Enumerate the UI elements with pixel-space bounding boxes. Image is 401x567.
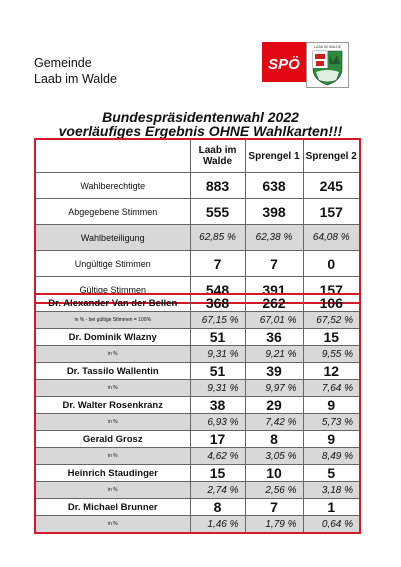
candidate-votes-cell: 51 bbox=[190, 329, 245, 346]
summary-row-wahlbeteiligung bbox=[35, 225, 360, 251]
summary-row-ungueltige bbox=[35, 251, 360, 277]
candidate-name: Dr. Dominik Wlazny bbox=[35, 329, 190, 346]
candidate-votes-cell: 9 bbox=[303, 397, 360, 414]
candidate-votes-cell: 17 bbox=[190, 431, 245, 448]
candidate-votes-row bbox=[35, 363, 360, 380]
candidate-percent-row bbox=[35, 312, 360, 329]
row-label: Gültige Stimmen bbox=[35, 277, 190, 304]
candidate-percent-cell: 3,05 % bbox=[245, 448, 303, 465]
candidate-votes-cell: 262 bbox=[245, 294, 303, 312]
candidate-votes-cell: 5 bbox=[303, 465, 360, 482]
value-cell: 62,38 % bbox=[245, 225, 303, 251]
candidate-votes-row bbox=[35, 431, 360, 448]
column-header-sprengel1: Sprengel 1 bbox=[245, 139, 303, 173]
candidate-percent-row bbox=[35, 482, 360, 499]
candidate-percent-cell: 0,64 % bbox=[303, 516, 360, 534]
candidate-percent-cell: 9,21 % bbox=[245, 346, 303, 363]
candidate-votes-cell: 12 bbox=[303, 363, 360, 380]
candidate-name: Heinrich Staudinger bbox=[35, 465, 190, 482]
municipality-line1: Gemeinde bbox=[34, 56, 92, 70]
summary-row-wahlberechtigte bbox=[35, 173, 360, 199]
candidate-votes-cell: 39 bbox=[245, 363, 303, 380]
spoe-logo-text: SPÖ bbox=[268, 56, 300, 73]
candidate-votes-row bbox=[35, 499, 360, 516]
summary-table bbox=[34, 138, 361, 304]
candidate-percent-cell: 9,31 % bbox=[190, 346, 245, 363]
candidate-percent-row bbox=[35, 516, 360, 534]
candidate-votes-row bbox=[35, 397, 360, 414]
value-cell: 64,08 % bbox=[303, 225, 360, 251]
candidate-percent-cell: 9,97 % bbox=[245, 380, 303, 397]
value-cell: 245 bbox=[303, 173, 360, 199]
candidate-votes-cell: 29 bbox=[245, 397, 303, 414]
candidate-name: Dr. Walter Rosenkranz bbox=[35, 397, 190, 414]
spoe-logo bbox=[262, 42, 306, 82]
value-cell: 391 bbox=[245, 277, 303, 304]
candidate-percent-cell: 4,62 % bbox=[190, 448, 245, 465]
candidate-percent-cell: 67,01 % bbox=[245, 312, 303, 329]
candidate-percent-cell: 9,55 % bbox=[303, 346, 360, 363]
candidate-votes-row bbox=[35, 329, 360, 346]
candidate-percent-cell: 3,18 % bbox=[303, 482, 360, 499]
value-cell: 7 bbox=[190, 251, 245, 277]
candidate-percent-cell: 9,31 % bbox=[190, 380, 245, 397]
candidate-name: Dr. Michael Brunner bbox=[35, 499, 190, 516]
candidate-name: Dr. Tassilo Wallentin bbox=[35, 363, 190, 380]
candidate-percent-cell: 7,42 % bbox=[245, 414, 303, 431]
candidate-percent-cell: 8,49 % bbox=[303, 448, 360, 465]
percent-label: in % bbox=[35, 380, 190, 397]
candidate-votes-cell: 9 bbox=[303, 431, 360, 448]
percent-label: in % bbox=[35, 414, 190, 431]
candidate-percent-row bbox=[35, 448, 360, 465]
value-cell: 157 bbox=[303, 199, 360, 225]
header-blank bbox=[35, 139, 190, 173]
candidate-votes-cell: 36 bbox=[245, 329, 303, 346]
row-label: Ungültige Stimmen bbox=[35, 251, 190, 277]
value-cell: 638 bbox=[245, 173, 303, 199]
candidate-percent-cell: 5,73 % bbox=[303, 414, 360, 431]
candidate-votes-cell: 38 bbox=[190, 397, 245, 414]
candidate-percent-cell: 67,52 % bbox=[303, 312, 360, 329]
percent-label: in % bbox=[35, 482, 190, 499]
candidates-table bbox=[34, 293, 361, 534]
percent-label: in % bbox=[35, 516, 190, 534]
candidate-votes-cell: 15 bbox=[303, 329, 360, 346]
candidate-percent-cell: 1,46 % bbox=[190, 516, 245, 534]
municipal-crest bbox=[306, 42, 349, 88]
candidate-votes-cell: 51 bbox=[190, 363, 245, 380]
crest-caption: LAAB IM WALDE bbox=[313, 45, 342, 49]
candidate-percent-row bbox=[35, 346, 360, 363]
candidate-votes-row bbox=[35, 465, 360, 482]
candidate-percent-cell: 6,93 % bbox=[190, 414, 245, 431]
summary-header-row bbox=[35, 139, 360, 173]
row-label: Abgegebene Stimmen bbox=[35, 199, 190, 225]
title-line2: voerläufiges Ergebnis OHNE Wahlkarten!!! bbox=[58, 123, 343, 139]
candidate-percent-row bbox=[35, 414, 360, 431]
value-cell: 0 bbox=[303, 251, 360, 277]
candidate-percent-row bbox=[35, 380, 360, 397]
value-cell: 555 bbox=[190, 199, 245, 225]
column-header-laab: Laab im Walde bbox=[190, 139, 245, 173]
candidate-votes-cell: 368 bbox=[190, 294, 245, 312]
value-cell: 62,85 % bbox=[190, 225, 245, 251]
row-label: Wahlbeteiligung bbox=[35, 225, 190, 251]
value-cell: 548 bbox=[190, 277, 245, 304]
candidate-name: Dr. Alexander Van der Bellen bbox=[35, 294, 190, 312]
candidate-votes-cell: 8 bbox=[245, 431, 303, 448]
value-cell: 157 bbox=[303, 277, 360, 304]
percent-label: in % bbox=[35, 346, 190, 363]
candidate-votes-cell: 10 bbox=[245, 465, 303, 482]
candidate-votes-cell: 7 bbox=[245, 499, 303, 516]
title-line1: Bundespräsidentenwahl 2022 bbox=[102, 109, 299, 125]
candidate-votes-cell: 106 bbox=[303, 294, 360, 312]
candidate-percent-cell: 2,56 % bbox=[245, 482, 303, 499]
candidate-votes-cell: 8 bbox=[190, 499, 245, 516]
candidate-percent-cell: 1,79 % bbox=[245, 516, 303, 534]
row-label: Wahlberechtigte bbox=[35, 173, 190, 199]
percent-label: in % - bei gültige Stimmen = 100% bbox=[35, 312, 190, 329]
candidate-votes-row bbox=[35, 294, 360, 312]
candidate-name: Gerald Grosz bbox=[35, 431, 190, 448]
percent-label: in % bbox=[35, 448, 190, 465]
candidate-votes-cell: 1 bbox=[303, 499, 360, 516]
column-header-sprengel2: Sprengel 2 bbox=[303, 139, 360, 173]
candidate-percent-cell: 2,74 % bbox=[190, 482, 245, 499]
municipality-heading bbox=[34, 55, 117, 87]
municipality-line2: Laab im Walde bbox=[34, 72, 117, 86]
value-cell: 7 bbox=[245, 251, 303, 277]
value-cell: 883 bbox=[190, 173, 245, 199]
candidate-percent-cell: 7,64 % bbox=[303, 380, 360, 397]
value-cell: 398 bbox=[245, 199, 303, 225]
candidate-votes-cell: 15 bbox=[190, 465, 245, 482]
summary-row-abgegebene bbox=[35, 199, 360, 225]
candidate-percent-cell: 67,15 % bbox=[190, 312, 245, 329]
